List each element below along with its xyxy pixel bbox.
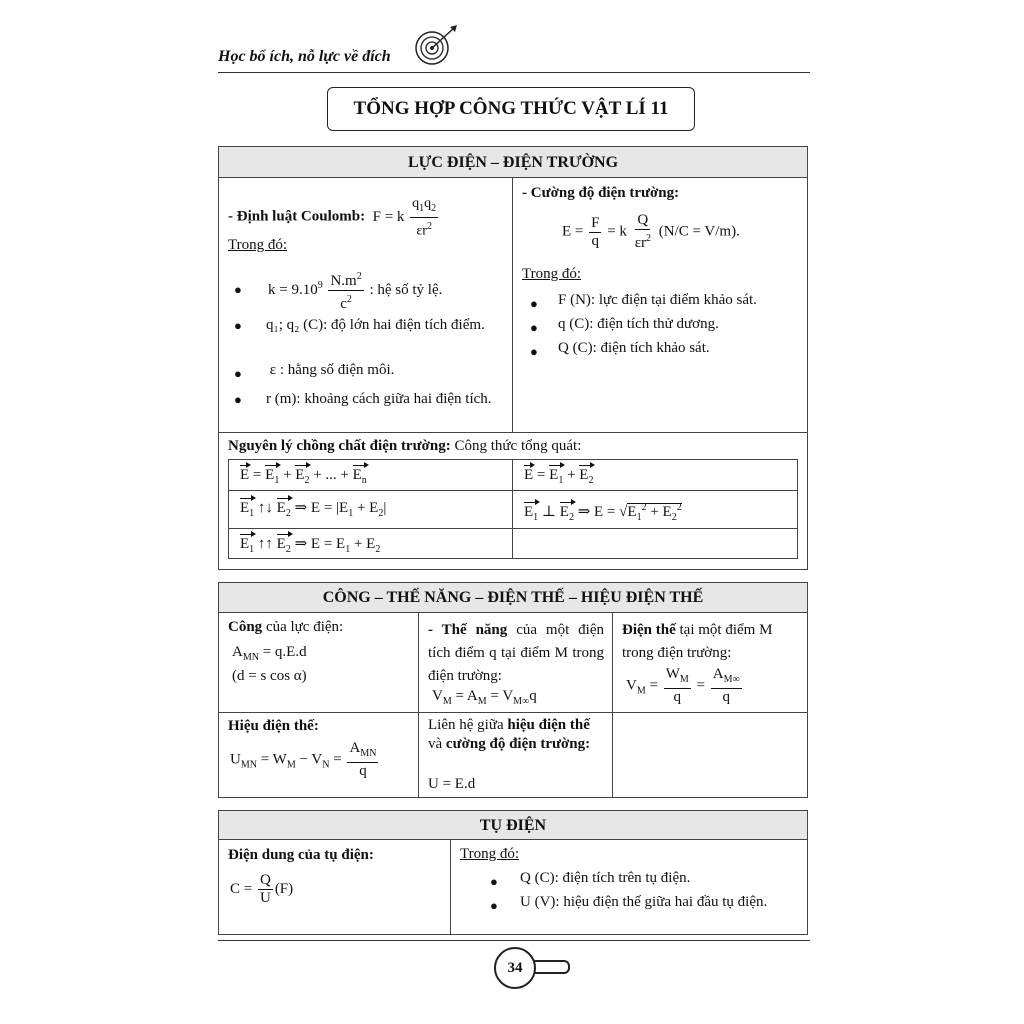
q-test-description: q (C): điện tích thử dương. — [558, 316, 719, 332]
bullet-icon: ● — [530, 344, 538, 359]
relation-text — [428, 716, 606, 754]
section-heading-electric-force: LỰC ĐIỆN – ĐIỆN TRƯỜNG — [219, 147, 807, 178]
voltage-label: Hiệu điện thế: — [228, 718, 319, 734]
bullet-icon: ● — [530, 296, 538, 311]
capacitor-Q-description: Q (C): điện tích trên tụ điện. — [520, 870, 691, 886]
work-bold: Công — [228, 619, 263, 635]
q-description: q₁; q₂ (C): độ lớn hai điện tích điểm. — [266, 317, 485, 333]
potential-formula: $V_M$ = $\frac{W_M}{q}$ = $\frac{A_{M\infty}}{q}$ — [626, 666, 740, 705]
work-eq-lhs: A — [232, 644, 243, 660]
bullet-icon: ● — [490, 898, 498, 913]
bullet-icon: ● — [234, 392, 242, 407]
section-heading-work-potential: CÔNG – THẾ NĂNG – ĐIỆN THẾ – HIỆU ĐIỆN THẾ — [219, 583, 807, 613]
work-distance: (d = s cos α) — [232, 668, 307, 684]
bullet-icon: ● — [490, 874, 498, 889]
magnifier-handle-icon — [530, 960, 570, 974]
potential-text — [622, 619, 802, 665]
k-desc-text: : hệ số tỷ lệ. — [369, 281, 443, 298]
bullet-icon: ● — [530, 320, 538, 335]
pot-bold: Điện thế — [622, 622, 676, 638]
divider — [228, 490, 798, 491]
field-strength-formula: E = $\frac{F}{q}$ = k $\frac{Q}{\varepsilon r^2}$ (N/C = V/m). — [562, 212, 740, 251]
work-heading — [228, 619, 343, 636]
pot-rest: tại một điểm M trong điện trường: — [622, 622, 773, 661]
work-formula: $A_{MN} = q.E.d$ — [232, 644, 307, 663]
work-eq-rhs: = q.E.d — [262, 644, 307, 660]
voltage-formula: $U_{MN} = W_M - V_N$ = $\frac{A_{MN}}{q}$ — [230, 740, 377, 779]
eps-description: ε : hằng số điện môi. — [266, 362, 395, 378]
potential-energy-formula: $V_M = A_M = V_{M\infty}q$ — [432, 688, 537, 707]
superposition-label: Nguyên lý chồng chất điện trường: — [228, 438, 451, 454]
divider — [612, 613, 613, 797]
divider — [512, 178, 513, 432]
where-label: Trong đó: — [460, 846, 520, 862]
page-number: 34 — [494, 947, 536, 989]
superposition-line — [228, 438, 581, 455]
potential-energy-text — [428, 619, 604, 688]
divider — [512, 459, 513, 559]
relation-formula: U = E.d — [428, 776, 476, 792]
divider — [228, 528, 798, 529]
rel-1: Liên hệ giữa — [428, 717, 504, 733]
section-heading-capacitor: TỤ ĐIỆN — [219, 811, 807, 840]
rel-3: và — [428, 736, 443, 752]
header-slogan: Học bổ ích, nỗ lực về đích — [218, 48, 391, 65]
where-label: Trong đó: — [522, 266, 582, 282]
superposition-text: Công thức tổng quát: — [454, 438, 582, 454]
footer-rule — [218, 940, 810, 941]
F-description: F (N): lực điện tại điểm khảo sát. — [558, 292, 757, 308]
superposition-general: $E = E_1 + E_2$ + ... + $E_n$ — [240, 467, 367, 486]
work-rest: của lực điện: — [265, 619, 344, 635]
target-icon — [410, 24, 460, 68]
bullet-icon: ● — [234, 282, 242, 297]
divider — [219, 712, 807, 713]
divider — [418, 613, 419, 797]
k-description: $k = 9.10^9$ $\frac{N.m^2}{c^2}$ : hệ số tỷ lệ. — [268, 268, 442, 313]
capacitance-label: Điện dung của tụ điện: — [228, 847, 374, 863]
eps-desc-text: : hằng số điện môi. — [279, 362, 395, 378]
rel-2: hiệu điện thế — [507, 717, 590, 733]
bullet-icon: ● — [234, 318, 242, 333]
rel-4: cường độ điện trường: — [445, 736, 591, 752]
field-strength-label: - Cường độ điện trường: — [522, 185, 680, 201]
coulomb-formula: F = k $\frac{q_1q_2}{\varepsilon r^2}$ — [368, 196, 437, 239]
page-title: TỔNG HỢP CÔNG THỨC VẬT LÍ 11 — [327, 87, 695, 131]
where-label: Trong đó: — [228, 237, 288, 253]
coulomb-law — [228, 195, 440, 239]
coulomb-label: - Định luật Coulomb: — [228, 208, 366, 225]
pe-bold: - Thế năng — [428, 622, 508, 638]
superposition-two: $E = E_1 + E_2$ — [524, 467, 594, 486]
pe-rest: của một điện tích điểm q tại điểm M trong điện trường: — [428, 622, 605, 684]
header-rule — [218, 72, 810, 73]
perpendicular-case: $E_1$ ⊥ $E_2$ ⇒ $E = √E_1^2 + E_2^2$ — [524, 502, 682, 523]
r-description: r (m): khoảng cách giữa hai điện tích. — [266, 391, 492, 407]
Q-description: Q (C): điện tích khảo sát. — [558, 340, 710, 356]
antiparallel-case: $E_1$ ↑↓ $E_2$ ⇒ $E = |E_1 + E_2|$ — [240, 500, 387, 519]
divider — [450, 840, 451, 934]
field-unit: (N/C = V/m). — [658, 223, 740, 240]
divider — [219, 432, 807, 433]
bullet-icon: ● — [234, 366, 242, 381]
capacitance-formula: C = $\frac{Q}{U}$ (F) — [230, 872, 294, 906]
capacitor-U-description: U (V): hiệu điện thế giữa hai đầu tụ điện. — [520, 894, 768, 910]
parallel-case: $E_1$ ↑↑ $E_2$ ⇒ $E = E_1 + E_2$ — [240, 536, 381, 555]
